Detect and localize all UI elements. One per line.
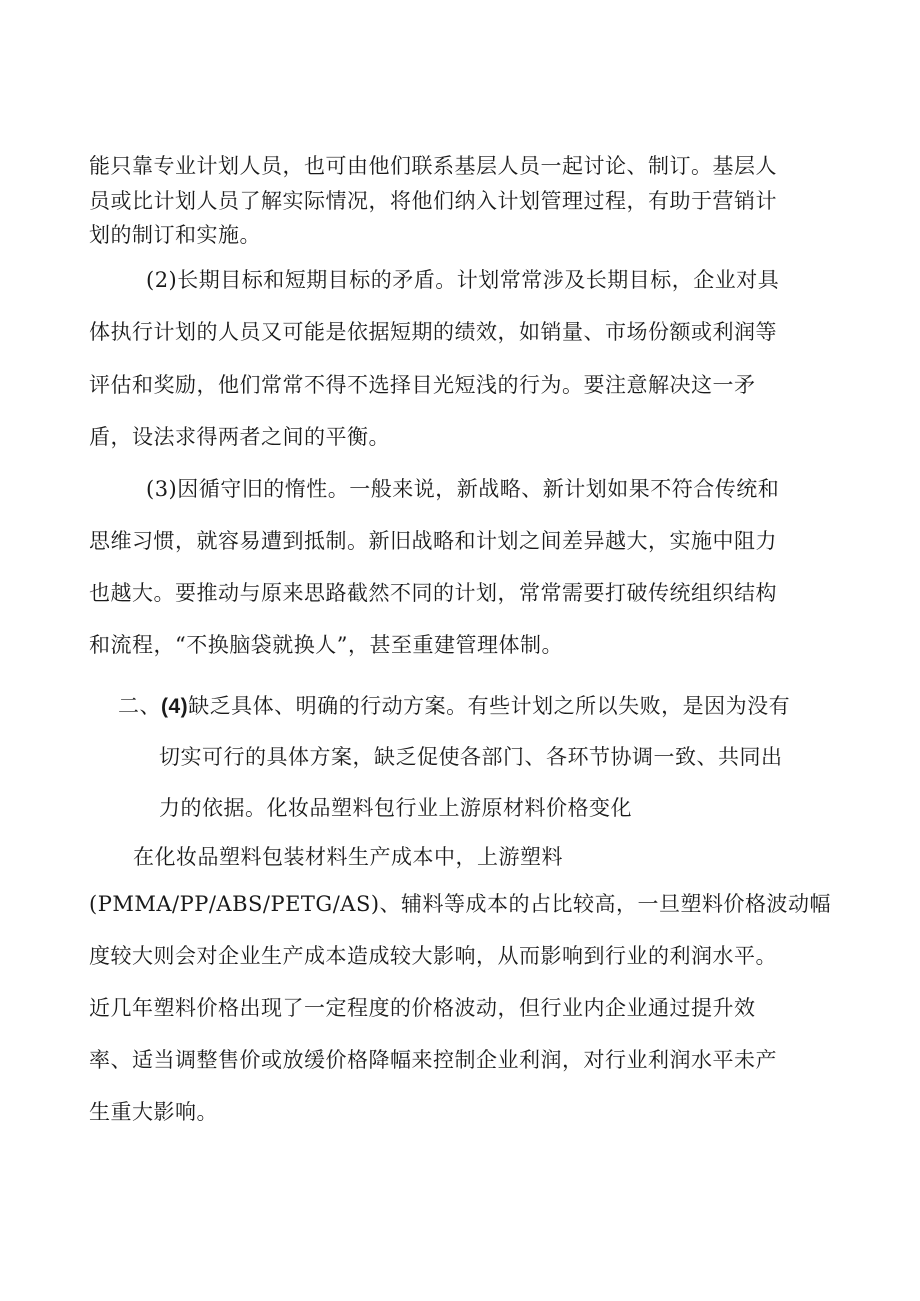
paragraph-3-line-3: 也越大。要推动与原来思路截然不同的计划，常常需要打破传统组织结构 xyxy=(89,581,777,605)
paragraph-3-line-2: 思维习惯，就容易遭到抵制。新旧战略和计划之间差异越大，实施中阻力 xyxy=(89,529,777,553)
paragraph-1-line-1: 能只靠专业计划人员，也可由他们联系基层人员一起讨论、制订。基层人 xyxy=(89,154,777,178)
section-2-number: (4) xyxy=(161,695,189,718)
paragraph-1-line-3: 划的制订和实施。 xyxy=(89,223,261,247)
paragraph-4-line-3: 度较大则会对企业生产成本造成较大影响，从而影响到行业的利润水平。 xyxy=(89,944,777,968)
paragraph-2-line-1: (2)长期目标和短期目标的矛盾。计划常常涉及长期目标，企业对具 xyxy=(146,268,780,292)
paragraph-2-line-4: 盾，设法求得两者之间的平衡。 xyxy=(89,425,390,449)
paragraph-4-line-2: (PMMA/PP/ABS/PETG/AS)、辅料等成本的占比较高，一旦塑料价格波动幅 xyxy=(89,892,832,916)
paragraph-1-line-2: 员或比计划人员了解实际情况，将他们纳入计划管理过程，有助于营销计 xyxy=(89,189,777,213)
paragraph-3-line-4: 和流程，“不换脑袋就换人”，甚至重建管理体制。 xyxy=(89,633,563,657)
paragraph-4-line-1: 在化妆品塑料包装材料生产成本中，上游塑料 xyxy=(133,845,563,869)
paragraph-2-line-2: 体执行计划的人员又可能是依据短期的绩效，如销量、市场份额或利润等 xyxy=(89,320,777,344)
paragraph-3-line-1: (3)因循守旧的惰性。一般来说，新战略、新计划如果不符合传统和 xyxy=(146,477,780,501)
paragraph-4-line-5: 率、适当调整售价或放缓价格降幅来控制企业利润，对行业利润水平未产 xyxy=(89,1048,777,1072)
section-2-prefix: 二、 xyxy=(118,694,161,718)
paragraph-4-line-6: 生重大影响。 xyxy=(89,1100,218,1124)
section-2-line-1-text: 缺乏具体、明确的行动方案。有些计划之所以失败，是因为没有 xyxy=(188,694,791,718)
section-2-line-1 xyxy=(118,692,790,721)
section-2-line-2: 切实可行的具体方案，缺乏促使各部门、各环节协调一致、共同出 xyxy=(159,745,783,769)
section-2-line-3: 力的依据。化妆品塑料包行业上游原材料价格变化 xyxy=(159,796,632,820)
paragraph-2-line-3: 评估和奖励，他们常常不得不选择目光短浅的行为。要注意解决这一矛 xyxy=(89,373,756,397)
paragraph-4-line-4: 近几年塑料价格出现了一定程度的价格波动，但行业内企业通过提升效 xyxy=(89,996,756,1020)
